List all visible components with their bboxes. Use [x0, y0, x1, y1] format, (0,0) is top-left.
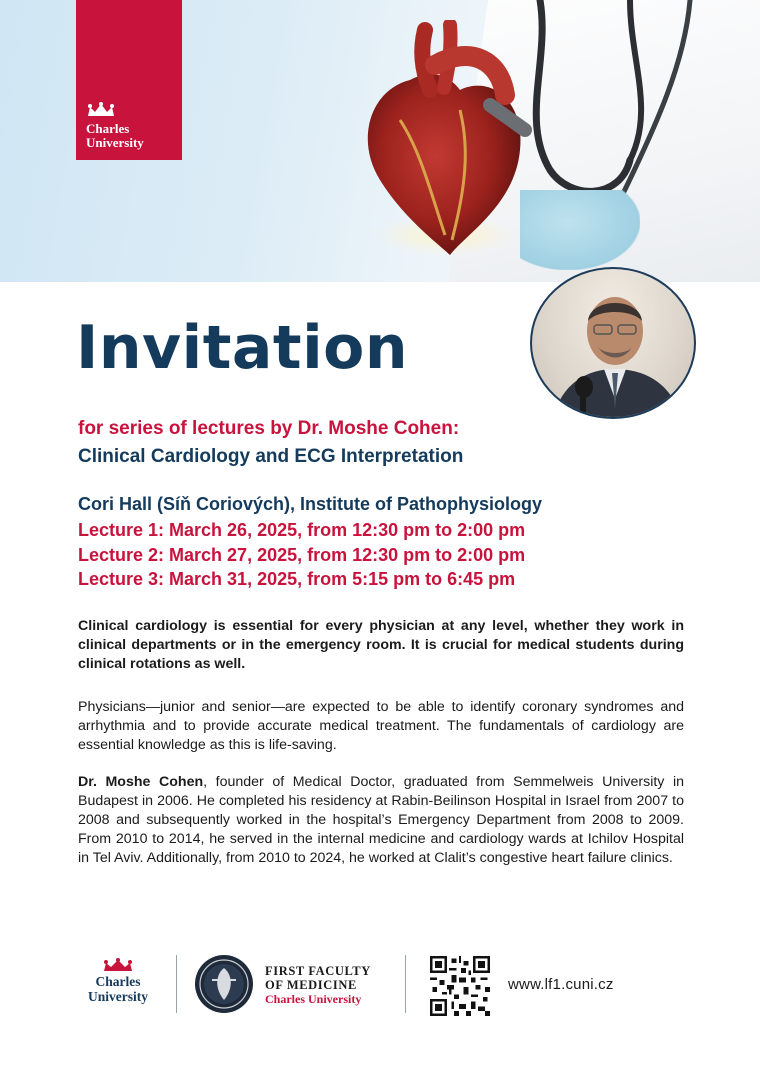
footer-divider	[176, 955, 177, 1013]
intro-paragraph: Clinical cardiology is essential for every physician at any level, whether they work in clinical departments or in the emergency room. It is crucial for medical students during clinical rotations as well.	[78, 618, 684, 672]
speaker-photo	[532, 269, 696, 419]
physicians-paragraph: Physicians—junior and senior—are expected to be able to identify coronary syndromes and arrhythmia and to provide accurate medical treatment. The fundamentals of cardiology are essential knowledge as this is life-saving.	[78, 699, 684, 753]
faculty-line-1: FIRST FACULTY	[265, 964, 371, 978]
faculty-seal	[194, 954, 254, 1014]
footer-charles-university-logo	[78, 958, 158, 1004]
footer	[0, 950, 760, 1020]
footer-cu-line-2: University	[88, 989, 148, 1004]
venue: Cori Hall (Síň Coriových), Institute of Pathophysiology	[78, 494, 543, 514]
qr-code[interactable]	[430, 956, 490, 1016]
charles-university-badge	[76, 0, 182, 160]
page-title: Invitation	[76, 313, 409, 383]
speaker-portrait	[530, 267, 696, 419]
lecture-3: Lecture 3: March 31, 2025, from 5:15 pm to 6:45 pm	[78, 569, 516, 589]
faculty-name	[265, 964, 371, 1006]
lecture-1: Lecture 1: March 26, 2025, from 12:30 pm to 2:00 pm	[78, 520, 526, 540]
bio-paragraph	[78, 773, 684, 868]
footer-cu-line-1: Charles	[95, 974, 141, 989]
bio-name: Dr. Moshe Cohen	[78, 774, 204, 790]
subtitle-lecturer: for series of lectures by Dr. Moshe Cohen:	[78, 418, 460, 439]
faculty-line-2: OF MEDICINE	[265, 978, 357, 992]
brand-line-1: Charles	[86, 121, 130, 136]
bio-text: , founder of Medical Doctor, graduated from Semmelweis University in Budapest in 2006. He completed his residency at Rabin-Beilinson Hospital in Israel from 2007 to 2008 and subsequently worked in the hospital’s Emergency Department from 2008 to 2009. From 2010 to 2014, he served in the internal medicine and cardiology wards at Ichilov Hospital in Tel Aviv. Additionally, from 2010 to 2024, he worked at Clalit’s congestive heart failure clinics.	[78, 774, 684, 866]
faculty-line-3: Charles University	[265, 992, 362, 1006]
hero-banner	[0, 0, 760, 282]
heart-illustration	[340, 20, 540, 260]
brand-line-2: University	[86, 135, 144, 150]
subtitle-topic: Clinical Cardiology and ECG Interpretation	[78, 446, 464, 467]
crown-icon	[86, 102, 116, 118]
lecture-2: Lecture 2: March 27, 2025, from 12:30 pm to 2:00 pm	[78, 545, 526, 565]
footer-divider	[405, 955, 406, 1013]
crown-icon	[102, 958, 134, 972]
website-link[interactable]: www.lf1.cuni.cz	[508, 976, 614, 993]
